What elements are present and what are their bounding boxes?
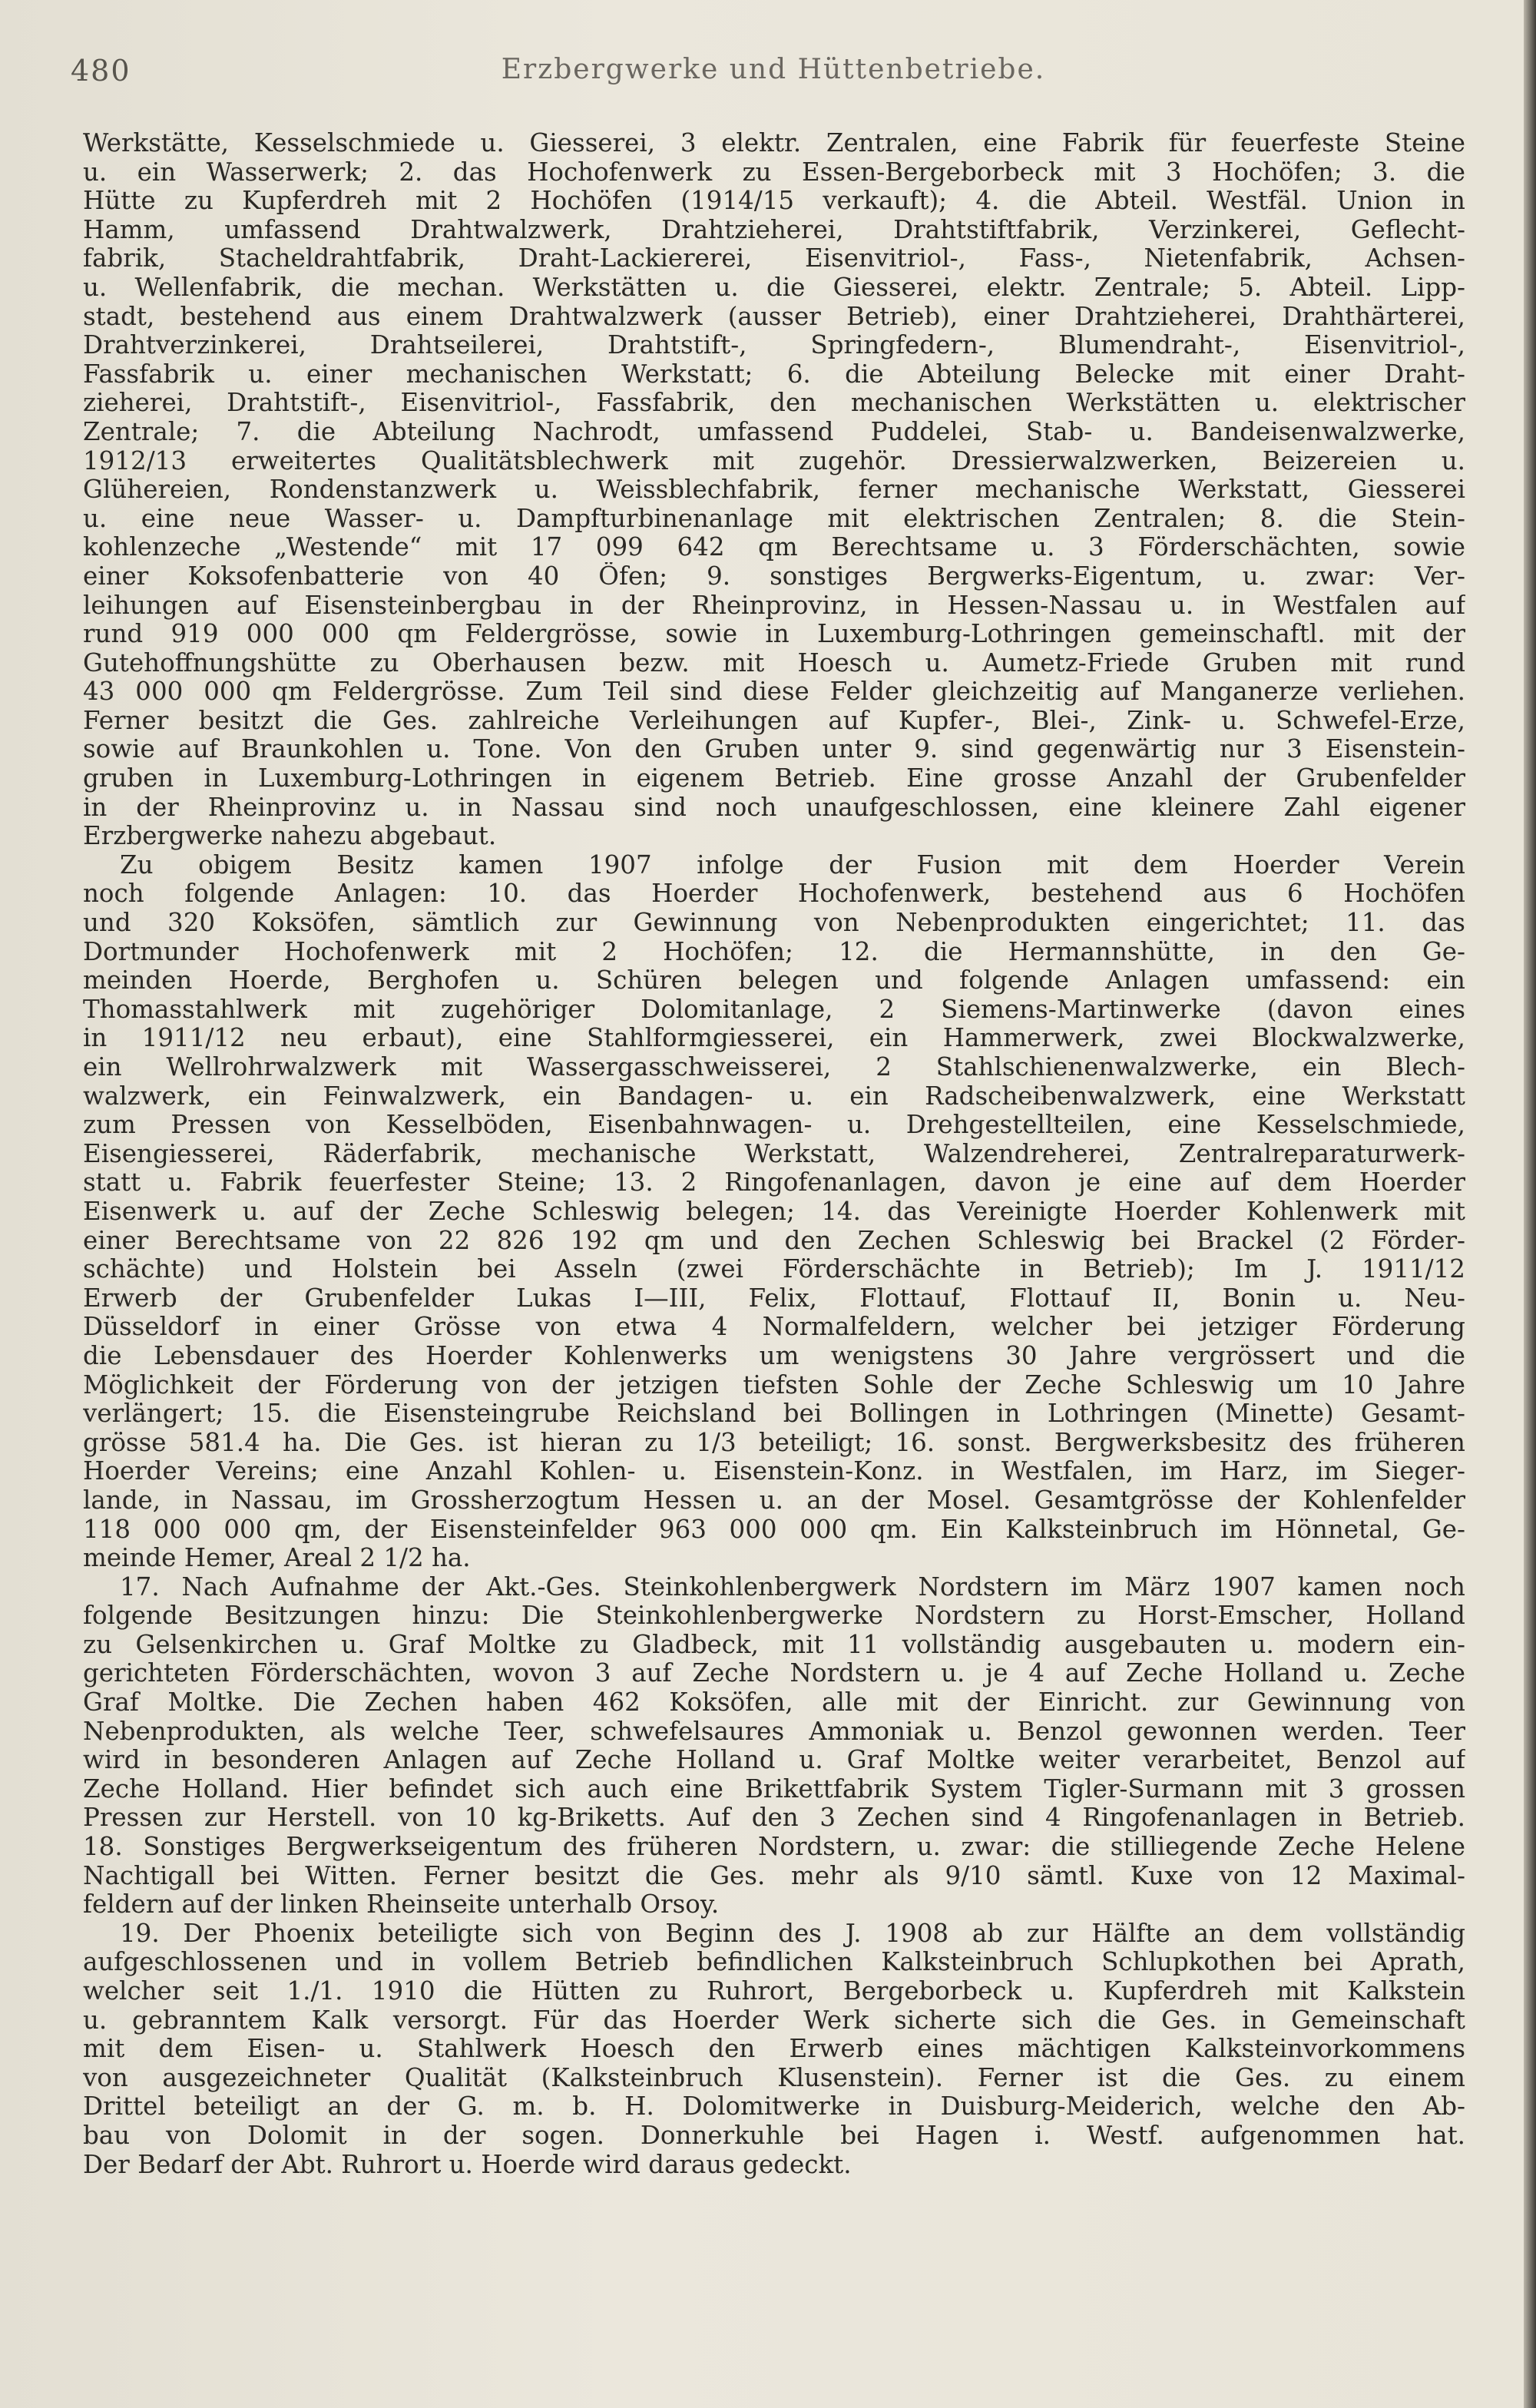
text-line: noch folgende Anlagen: 10. das Hoerder Hochofenwerk, bestehend aus 6 Hochöfen: [83, 879, 1465, 909]
running-header: [71, 54, 1476, 100]
text-line: Graf Moltke. Die Zechen haben 462 Koksöfen, alle mit der Einricht. zur Gewinnung von: [83, 1688, 1465, 1717]
text-line: und 320 Koksöfen, sämtlich zur Gewinnung von Nebenprodukten eingerichtet; 11. das: [83, 909, 1465, 938]
body-text: [83, 129, 1465, 2179]
text-line: 118 000 000 qm, der Eisensteinfelder 963 000 000 qm. Ein Kalksteinbruch im Hönnetal, Ge-: [83, 1515, 1465, 1544]
text-line: u. Wellenfabrik, die mechan. Werkstätten u. die Giesserei, elektr. Zentrale; 5. Abteil. Lipp-: [83, 273, 1465, 302]
text-line: Düsseldorf in einer Grösse von etwa 4 Normalfeldern, welcher bei jetziger Förderung: [83, 1313, 1465, 1342]
text-line: schächte) und Holstein bei Asseln (zwei Förderschächte in Betrieb); Im J. 1911/12: [83, 1255, 1465, 1284]
text-line: rund 919 000 000 qm Feldergrösse, sowie in Luxemburg-Lothringen gemeinschaftl. mit der: [83, 620, 1465, 649]
text-line: Erzbergwerke nahezu abgebaut.: [83, 822, 497, 851]
text-line: in der Rheinprovinz u. in Nassau sind noch unaufgeschlossen, eine kleinere Zahl eigener: [83, 793, 1465, 822]
text-line: Der Bedarf der Abt. Ruhrort u. Hoerde wird daraus gedeckt.: [83, 2150, 852, 2179]
text-line: welcher seit 1./1. 1910 die Hütten zu Ruhrort, Bergeborbeck u. Kupferdreh mit Kalkstein: [83, 1977, 1465, 2006]
text-line: Zeche Holland. Hier befindet sich auch eine Brikettfabrik System Tigler-Surmann mit 3 grossen: [83, 1774, 1465, 1804]
text-line: fabrik, Stacheldrahtfabrik, Draht-Lackiererei, Eisenvitriol-, Fass-, Nietenfabrik, Achsen-: [83, 244, 1465, 273]
text-line: feldern auf der linken Rheinseite unterhalb Orsoy.: [83, 1890, 720, 1919]
text-line: Hütte zu Kupferdreh mit 2 Hochöfen (1914/15 verkauft); 4. die Abteil. Westfäl. Union in: [83, 187, 1465, 216]
text-line: gerichteten Förderschächten, wovon 3 auf Zeche Nordstern u. je 4 auf Zeche Holland u. Zeche: [83, 1659, 1465, 1688]
text-line: meinde Hemer, Areal 2 1/2 ha.: [83, 1544, 471, 1573]
text-line: leihungen auf Eisensteinbergbau in der Rheinprovinz, in Hessen-Nassau u. in Westfalen auf: [83, 591, 1465, 620]
text-line: Ferner besitzt die Ges. zahlreiche Verleihungen auf Kupfer-, Blei-, Zink- u. Schwefel-Erze,: [83, 706, 1465, 735]
text-line: einer Koksofenbatterie von 40 Öfen; 9. sonstiges Bergwerks-Eigentum, u. zwar: Ver-: [83, 561, 1465, 591]
text-line: ein Wellrohrwalzwerk mit Wassergasschweisserei, 2 Stahlschienenwalzwerke, ein Blech-: [83, 1053, 1465, 1081]
text-line: stadt, bestehend aus einem Drahtwalzwerk (ausser Betrieb), einer Drahtzieherei, Drahthärterei,: [83, 302, 1465, 331]
text-line: lande, in Nassau, im Grossherzogtum Hessen u. an der Mosel. Gesamtgrösse der Kohlenfelder: [83, 1486, 1465, 1515]
text-line: folgende Besitzungen hinzu: Die Steinkohlenbergwerke Nordstern zu Horst-Emscher, Holland: [83, 1601, 1465, 1631]
text-line: Hamm, umfassend Drahtwalzwerk, Drahtzieherei, Drahtstiftfabrik, Verzinkerei, Geflecht-: [83, 215, 1465, 244]
text-line: Nachtigall bei Witten. Ferner besitzt die Ges. mehr als 9/10 sämtl. Kuxe von 12 Maximal-: [83, 1861, 1465, 1890]
text-line: u. eine neue Wasser- u. Dampfturbinenanlage mit elektrischen Zentralen; 8. die Stein-: [83, 504, 1465, 533]
text-line: sowie auf Braunkohlen u. Tone. Von den Gruben unter 9. sind gegenwärtig nur 3 Eisenstein-: [83, 735, 1465, 764]
text-line: bau von Dolomit in der sogen. Donnerkuhle bei Hagen i. Westf. aufgenommen hat.: [83, 2121, 1465, 2150]
paragraph: [83, 1919, 1465, 2179]
paragraph: [83, 851, 1465, 1573]
text-line: Nebenprodukten, als welche Teer, schwefelsaures Ammoniak u. Benzol gewonnen werden. Teer: [83, 1717, 1465, 1746]
page-edge-shadow: [1524, 0, 1536, 2408]
text-line: Pressen zur Herstell. von 10 kg-Briketts. Auf den 3 Zechen sind 4 Ringofenanlagen in Betrieb.: [83, 1804, 1465, 1833]
text-line: 17. Nach Aufnahme der Akt.-Ges. Steinkohlenbergwerk Nordstern im März 1907 kamen noch: [120, 1572, 1465, 1601]
text-line: aufgeschlossenen und in vollem Betrieb befindlichen Kalksteinbruch Schlupkothen bei Aprath,: [83, 1948, 1465, 1977]
paragraph: [83, 129, 1465, 851]
text-line: statt u. Fabrik feuerfester Steine; 13. 2 Ringofenanlagen, davon je eine auf dem Hoerder: [83, 1168, 1465, 1197]
text-line: Eisengiesserei, Räderfabrik, mechanische Werkstatt, Walzendreherei, Zentralreparaturwerk-: [83, 1139, 1465, 1168]
text-line: 43 000 000 qm Feldergrösse. Zum Teil sind diese Felder gleichzeitig auf Manganerze verliehen.: [83, 677, 1465, 707]
text-line: zum Pressen von Kesselböden, Eisenbahnwagen- u. Drehgestellteilen, eine Kesselschmiede,: [83, 1111, 1465, 1140]
text-line: u. ein Wasserwerk; 2. das Hochofenwerk zu Essen-Bergeborbeck mit 3 Hochöfen; 3. die: [83, 157, 1465, 187]
text-line: zieherei, Drahtstift-, Eisenvitriol-, Fassfabrik, den mechanischen Werkstätten u. elektrischer: [83, 389, 1465, 418]
text-line: Zu obigem Besitz kamen 1907 infolge der Fusion mit dem Hoerder Verein: [120, 850, 1465, 879]
text-line: Gutehoffnungshütte zu Oberhausen bezw. mit Hoesch u. Aumetz-Friede Gruben mit rund: [83, 648, 1465, 677]
text-line: u. gebranntem Kalk versorgt. Für das Hoerder Werk sicherte sich die Ges. in Gemeinschaft: [83, 2006, 1465, 2035]
text-line: Thomasstahlwerk mit zugehöriger Dolomitanlage, 2 Siemens-Martinwerke (davon eines: [83, 995, 1465, 1024]
page-number: 480: [71, 54, 131, 88]
text-line: Glühereien, Rondenstanzwerk u. Weissblechfabrik, ferner mechanische Werkstatt, Giesserei: [83, 475, 1465, 505]
text-line: in 1911/12 neu erbaut), eine Stahlformgiesserei, ein Hammerwerk, zwei Blockwalzwerke,: [83, 1024, 1465, 1053]
text-line: 18. Sonstiges Bergwerkseigentum des früheren Nordstern, u. zwar: die stilliegende Zeche Helene: [83, 1833, 1465, 1862]
text-line: grösse 581.4 ha. Die Ges. ist hieran zu 1/3 beteiligt; 16. sonst. Bergwerksbesitz des früheren: [83, 1428, 1465, 1457]
text-line: meinden Hoerde, Berghofen u. Schüren belegen und folgende Anlagen umfassend: ein: [83, 966, 1465, 995]
text-line: Erwerb der Grubenfelder Lukas I—III, Felix, Flottauf, Flottauf II, Bonin u. Neu-: [83, 1283, 1465, 1313]
text-line: wird in besonderen Anlagen auf Zeche Holland u. Graf Moltke weiter verarbeitet, Benzol auf: [83, 1746, 1465, 1775]
text-line: verlängert; 15. die Eisensteingrube Reichsland bei Bollingen in Lothringen (Minette) Gesamt-: [83, 1399, 1465, 1429]
text-line: Fassfabrik u. einer mechanischen Werkstatt; 6. die Abteilung Belecke mit einer Draht-: [83, 359, 1465, 389]
text-line: Hoerder Vereins; eine Anzahl Kohlen- u. Eisenstein-Konz. in Westfalen, im Harz, im Sieger-: [83, 1457, 1465, 1486]
text-line: 1912/13 erweitertes Qualitätsblechwerk mit zugehör. Dressierwalzwerken, Beizereien u.: [83, 446, 1465, 475]
text-line: die Lebensdauer des Hoerder Kohlenwerks um wenigstens 30 Jahre vergrössert und die: [83, 1341, 1465, 1370]
text-line: Eisenwerk u. auf der Zeche Schleswig belegen; 14. das Vereinigte Hoerder Kohlenwerk mit: [83, 1197, 1465, 1226]
text-line: Möglichkeit der Förderung von der jetzigen tiefsten Sohle der Zeche Schleswig um 10 Jahre: [83, 1370, 1465, 1399]
text-line: Dortmunder Hochofenwerk mit 2 Hochöfen; 12. die Hermannshütte, in den Ge-: [83, 937, 1465, 966]
text-line: walzwerk, ein Feinwalzwerk, ein Bandagen- u. ein Radscheibenwalzwerk, eine Werkstatt: [83, 1081, 1465, 1111]
text-line: 19. Der Phoenix beteiligte sich von Beginn des J. 1908 ab zur Hälfte an dem vollständig: [120, 1919, 1465, 1948]
text-line: Drittel beteiligt an der G. m. b. H. Dolomitwerke in Duisburg-Meiderich, welche den Ab-: [83, 2092, 1465, 2121]
text-line: gruben in Luxemburg-Lothringen in eigenem Betrieb. Eine grosse Anzahl der Grubenfelder: [83, 764, 1465, 793]
text-line: Drahtverzinkerei, Drahtseilerei, Drahtstift-, Springfedern-, Blumendraht-, Eisenvitriol-,: [83, 331, 1465, 360]
text-line: einer Berechtsame von 22 826 192 qm und den Zechen Schleswig bei Brackel (2 Förder-: [83, 1226, 1465, 1255]
running-title: Erzbergwerke und Hüttenbetriebe.: [501, 54, 1046, 85]
text-line: von ausgezeichneter Qualität (Kalksteinbruch Klusenstein). Ferner ist die Ges. zu einem: [83, 2063, 1465, 2092]
text-line: Zentrale; 7. die Abteilung Nachrodt, umfassend Puddelei, Stab- u. Bandeisenwalzwerke,: [83, 417, 1465, 446]
text-line: mit dem Eisen- u. Stahlwerk Hoesch den Erwerb eines mächtigen Kalksteinvorkommens: [83, 2035, 1465, 2064]
text-line: Werkstätte, Kesselschmiede u. Giesserei, 3 elektr. Zentralen, eine Fabrik für feuerfeste Steine: [83, 129, 1465, 157]
paragraph: [83, 1573, 1465, 1919]
text-line: zu Gelsenkirchen u. Graf Moltke zu Gladbeck, mit 11 vollständig ausgebauten u. modern ein-: [83, 1630, 1465, 1659]
text-line: kohlenzeche „Westende“ mit 17 099 642 qm Berechtsame u. 3 Förderschächten, sowie: [83, 533, 1465, 562]
